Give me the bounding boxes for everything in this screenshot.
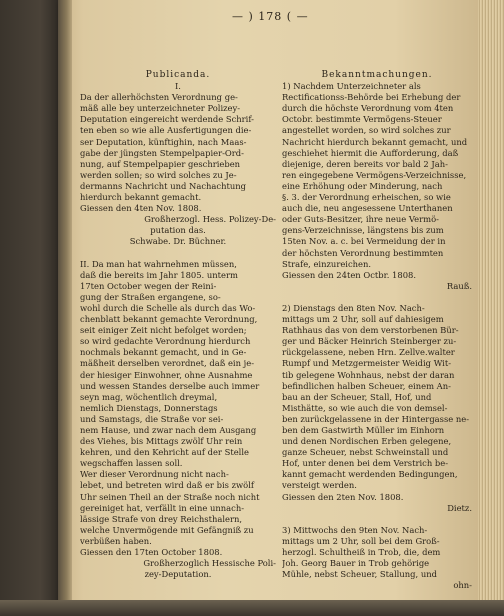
text-line: gabe der jüngsten Stempelpapier-Ord-	[80, 147, 244, 158]
text-line: werden sollen; so wird solches zu Je-	[80, 169, 237, 180]
text-line: seit einiger Zeit nicht befolget worden;	[80, 325, 247, 336]
text-line: §. 3. der Verordnung erheischen, so wie	[282, 192, 451, 203]
text-line: tib gelegene Wohnhaus, nebst der daran	[282, 369, 455, 380]
text-line: 17ten October wegen der Reini-	[80, 280, 217, 291]
text-line: Giessen den 24ten Octbr. 1808.	[282, 269, 417, 280]
page-stack-edge	[478, 0, 504, 616]
right-text-column	[282, 70, 472, 591]
book-spine-shadow	[58, 0, 72, 608]
book-bottom-edge	[0, 600, 504, 616]
text-line: 1) Nachdem Unterzeichneter als	[282, 81, 421, 92]
text-line: daß die bereits im Jahr 1805. unterm	[80, 269, 238, 280]
text-line: herzogl. Schultheiß in Trob, die, dem	[282, 547, 441, 558]
text-line: Rauß.	[446, 280, 472, 291]
text-line: Publicanda.	[145, 70, 211, 80]
text-line: Rathhaus das von dem verstorbenen Bür-	[282, 325, 459, 336]
text-line: mäßheit derselben verordnet, daß ein je-	[80, 358, 255, 369]
text-line: ger und Bäcker Heinrich Steinberger zu-	[282, 336, 457, 347]
text-line: gereiniget hat, verfällt in eine unnach-	[80, 502, 245, 513]
text-line: mittags um 2 Uhr, soll bei dem Groß-	[282, 535, 440, 546]
text-line: angestellet worden, so wird solches zur	[282, 125, 451, 136]
text-line: oder Guts-Besitzer, ihre neue Vermö-	[282, 214, 439, 225]
text-line: verbüßen haben.	[80, 535, 152, 546]
text-line: ren eingegebene Vermögens-Verzeichnisse,	[282, 169, 467, 180]
text-line: ten eben so wie alle Ausfertigungen die-	[80, 125, 252, 136]
text-line: auch die, neu angesessene Unterthanen	[282, 203, 453, 214]
text-line: putation das.	[150, 225, 206, 236]
text-line	[80, 248, 276, 259]
text-line: kehren, und den Kehricht auf der Stelle	[80, 447, 249, 458]
text-line: Hof, unter denen bei dem Verstrich be-	[282, 458, 449, 469]
text-line: Joh. Georg Bauer in Trob gehörige	[282, 558, 430, 569]
left-text-column	[80, 70, 276, 580]
text-line: welche Unvermögende mit Gefängniß zu	[80, 524, 254, 535]
text-line: gens-Verzeichnisse, längstens bis zum	[282, 225, 444, 236]
page-number: — ) 178 ( —	[232, 10, 309, 23]
text-line: nemlich Dienstags, Donnerstags	[80, 402, 218, 413]
text-line: ben zurückgelassene in der Hintergasse ne-	[282, 413, 470, 424]
text-line: Giessen den 4ten Nov. 1808.	[80, 203, 202, 214]
text-line: ganze Scheuer, nebst Schweinstall und	[282, 447, 449, 458]
text-line: wegschaffen lassen soll.	[80, 458, 183, 469]
text-line: eine Erhöhung oder Minderung, nach	[282, 180, 443, 191]
text-line: ohn-	[453, 580, 472, 591]
text-line: gung der Straßen ergangene, so-	[80, 291, 221, 302]
text-line: Strafe, einzureichen.	[282, 258, 372, 269]
text-line: Deputation eingereicht werdende Schrif-	[80, 114, 254, 125]
text-line: nochmals bekannt gemacht, und in Ge-	[80, 347, 247, 358]
text-line: ben dem Gastwirth Müller im Einhorn	[282, 425, 445, 435]
text-line: Dietz.	[447, 502, 472, 513]
text-line: Uhr seinen Theil an der Straße noch nicht	[80, 491, 260, 502]
text-line: lässige Strafe von drey Reichsthalern,	[80, 513, 243, 524]
text-line: mäß alle bey unterzeichneter Polizey-	[80, 103, 241, 114]
text-line: ser Deputation, künftighin, nach Maas-	[80, 136, 247, 147]
text-line: Nachricht hierdurch bekannt gemacht, und	[282, 136, 468, 147]
text-line: 15ten Nov. a. c. bei Vermeidung der in	[282, 236, 446, 247]
text-line: Giessen den 17ten October 1808.	[80, 547, 223, 558]
text-line: und denen Nordischen Erben gelegene,	[282, 436, 452, 447]
text-line: Rumpf und Metzgermeister Weidig Wit-	[282, 358, 452, 369]
text-line: durch die höchste Verordnung vom 4ten	[282, 103, 454, 114]
text-line: so wird gedachte Verordnung hierdurch	[80, 336, 251, 347]
text-line: Schwabe. Dr. Büchner.	[129, 236, 227, 247]
text-line: des Viehes, bis Mittags zwölf Uhr rein	[80, 436, 243, 447]
text-line: bau an der Scheuer, Stall, Hof, und	[282, 391, 432, 402]
text-line: I.	[175, 81, 181, 92]
text-line: wohl durch die Schelle als durch das Wo-	[80, 302, 256, 313]
text-line: chenblatt bekannt gemachte Verordnung,	[80, 314, 258, 325]
text-line: befindlichen halben Scheuer, einem An-	[282, 380, 451, 391]
text-line: Großherzoglich Hessische Poli-	[143, 558, 276, 569]
text-line: Giessen den 2ten Nov. 1808.	[282, 491, 404, 502]
text-line: diejenige, deren bereits vor bald 2 Jah-	[282, 158, 448, 169]
text-line: Wer dieser Verordnung nicht nach-	[80, 469, 229, 480]
text-line: und Samstags, die Straße vor sei-	[80, 413, 224, 424]
text-line: hierdurch bekannt gemacht.	[80, 192, 202, 203]
text-line: nem Hause, und zwar nach dem Ausgang	[80, 425, 257, 435]
text-line: der höchsten Verordnung bestimmten	[282, 247, 444, 258]
text-line: Rectificationss-Behörde bei Erhebung der	[282, 92, 461, 103]
text-line: lebet, und betreten wird daß er bis zwölf	[80, 480, 254, 491]
text-line: versteigt werden.	[282, 480, 357, 491]
text-line: zey-Deputation.	[144, 569, 212, 580]
text-line: geschiehet hiermit die Aufforderung, daß	[282, 147, 459, 158]
text-line: Octobr. bestimmte Vermögens-Steuer	[282, 114, 442, 125]
text-line: Mühle, nebst Scheuer, Stallung, und	[282, 569, 437, 580]
text-line: 2) Dienstags den 8ten Nov. Nach-	[282, 302, 425, 313]
text-line: Misthätte, so wie auch die von demsel-	[282, 402, 448, 413]
text-line: 3) Mittwochs den 9ten Nov. Nach-	[282, 524, 428, 535]
text-line: kannt gemacht werdenden Bedingungen,	[282, 469, 458, 480]
text-line: II. Da man hat wahrnehmen müssen,	[80, 258, 237, 269]
text-line: Bekanntmachungen.	[321, 70, 433, 80]
text-line: der hiesiger Einwohner, ohne Ausnahme	[80, 369, 253, 380]
text-line: Da der allerhöchsten Verordnung ge-	[80, 92, 238, 103]
text-line: und wessen Standes derselbe auch immer	[80, 380, 260, 391]
text-line: rückgelassene, neben Hrn. Zellve.walter	[282, 347, 455, 358]
text-line: seyn mag, wöchentlich dreymal,	[80, 391, 218, 402]
text-line: dermanns Nachricht und Nachachtung	[80, 180, 247, 191]
text-line	[282, 292, 472, 303]
text-line: mittags um 2 Uhr, soll auf dahiesigem	[282, 314, 444, 325]
text-line: Großherzogl. Hess. Polizey-De-	[144, 214, 276, 225]
text-line: nung, auf Stempelpapier geschrieben	[80, 158, 241, 169]
text-line	[282, 514, 472, 525]
